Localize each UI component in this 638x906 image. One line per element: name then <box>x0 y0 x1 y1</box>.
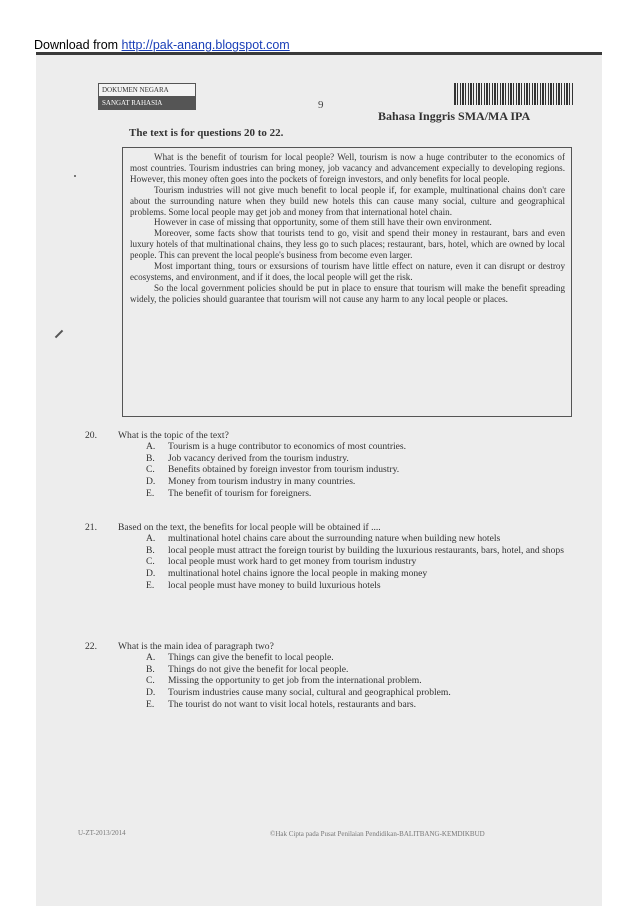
passage-intro: The text is for questions 20 to 22. <box>129 127 284 139</box>
passage-paragraph: Tourism industries will not give much benefit to local people if, for example, multinational chains don't care about the surrounding nature when they build new hotels this can cause many social, culture and geographical problems. Some local people may get job and money from that international hotel chain. <box>130 184 565 217</box>
answer-option: B. Job vacancy derived from the tourism industry. <box>146 452 349 464</box>
answer-option: A. Things can give the benefit to local people. <box>146 652 334 663</box>
question-number: 21. <box>85 522 97 533</box>
passage-paragraph: What is the benefit of tourism for local people? Well, tourism is now a huge contributer to the economics of most countries. Tourism industries can bring money, job vacancy and advancement expecially to developing regions. However, this money often goes into the pockets of foreign investors, and only benefits for local people. <box>130 152 565 184</box>
answer-option: D. multinational hotel chains ignore the local people in making money <box>146 568 428 580</box>
question-stem: Based on the text, the benefits for local people will be obtained if .... <box>118 522 381 533</box>
passage-paragraph: However in case of missing that opportunity, some of them still have their own environment. <box>154 217 492 228</box>
question-22 <box>85 641 595 711</box>
passage-paragraph: Most important thing, tours or exsursions of tourism have little effect on nature, even it can disrupt or destroy ecosystems, and environment, and if it does, the local people will get the risk. <box>130 261 565 282</box>
source-link[interactable]: http://pak-anang.blogspot.com <box>121 38 290 52</box>
download-note <box>34 38 290 52</box>
pencil-mark <box>55 330 63 338</box>
question-21 <box>85 522 595 592</box>
page-number: 9 <box>318 99 324 111</box>
question-number: 22. <box>85 641 97 652</box>
answer-option: C. Benefits obtained by foreign investor from tourism industry. <box>146 464 400 476</box>
passage-paragraph: Moreover, some facts show that tourists tend to go, visit and spend their money in restaurant, bars and even luxury hotels of that multinational chains, they less go to such places; restaurant, bars, hotel, which are owned by local people. This can prevent the local people's business from become even larger. <box>130 228 565 261</box>
subject-title: Bahasa Inggris SMA/MA IPA <box>378 109 531 123</box>
question-stem: What is the main idea of paragraph two? <box>118 641 274 652</box>
answer-option: B. Things do not give the benefit for local people. <box>146 663 349 675</box>
question-number: 20. <box>85 430 97 441</box>
stamp-bottom-label: SANGAT RAHASIA <box>99 97 195 109</box>
question-20 <box>85 430 595 500</box>
exam-code: U-ZT-2013/2014 <box>78 829 126 837</box>
stamp-top-label: DOKUMEN NEGARA <box>99 84 195 97</box>
answer-option: B. local people must attract the foreign tourist by building the luxurious restaurants, bars, hotel, and shops <box>146 544 564 556</box>
classification-stamp <box>98 83 196 110</box>
answer-option: D. Tourism industries cause many social, cultural and geographical problem. <box>146 687 451 699</box>
answer-option: D. Money from tourism industry in many countries. <box>146 476 356 488</box>
answer-option: E. The benefit of tourism for foreigners. <box>146 487 312 499</box>
answer-option: E. The tourist do not want to visit local hotels, restaurants and bars. <box>146 698 417 710</box>
reading-passage <box>122 147 572 417</box>
answer-option: A. Tourism is a huge contributor to economics of most countries. <box>146 441 407 452</box>
scan-speck <box>74 175 76 177</box>
answer-option: A. multinational hotel chains care about the surrounding nature when building new hotels <box>146 533 501 544</box>
passage-paragraph: So the local government policies should be put in place to ensure that tourism will make the benefit spreading widely, the policies should guarantee that tourism will not cause any harm to any local people or places. <box>130 282 565 304</box>
answer-option: C. local people must work hard to get money from tourism industry <box>146 556 417 568</box>
answer-option: E. local people must have money to build luxurious hotels <box>146 579 381 591</box>
scanned-page <box>36 52 602 906</box>
download-prefix: Download from <box>34 38 122 52</box>
answer-option: C. Missing the opportunity to get job from the international problem. <box>146 675 422 687</box>
copyright-note: ©Hak Cipta pada Pusat Penilaian Pendidikan-BALITBANG-KEMDIKBUD <box>270 830 485 838</box>
question-stem: What is the topic of the text? <box>118 430 229 441</box>
barcode-image <box>454 83 574 105</box>
